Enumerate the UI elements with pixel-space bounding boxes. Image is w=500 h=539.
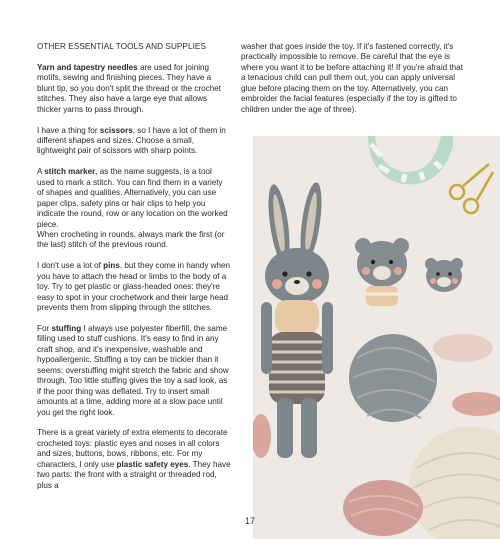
- paragraph-continued: washer that goes inside the toy. If it's fastened correctly, it's practically impossible to remove. Be careful that the eye is where you want it to be before attaching it! If you're afraid that a tenacious child can pull them out, you can apply universal glue before placing them on the toy. Alternatively, you can embroider the facial features (especially if the toy is gifted to children under the age of three).: [241, 42, 463, 114]
- term-pins: pins: [103, 261, 120, 271]
- paragraph-pins: I don't use a lot of pins, but they come in handy when you have to attach the head or limbs to the body of a toy. Try to get plastic or glass-headed ones: they're easy to spot in your crochetwork and their large head prevents them from slipping through the stitches.: [37, 261, 231, 313]
- term-stitch-marker: stitch marker: [44, 167, 96, 177]
- paragraph-stitch-marker: A stitch marker, as the name suggests, is a tool used to mark a stitch. You can find them in a variety of shapes and qualities. Alternatively, you can use paper clips, safety pins or hair clips to help you indicate the round, row or any location on the worked piece. When crocheting in rounds, always mark the first (or the last) stitch of the previous round.: [37, 167, 228, 250]
- paragraph-stuffing: For stuffing I always use polyester fiberfill, the same filling used to stuff cushions. It's easy to find in any craft shop, and it's inexpensive, washable and hypoallergenic. Stuffing a toy can be trickier than it seems: overstuffing might stretch the fabric and show through. Too little stuffing gives the toy a sad look, as if the poor thing was deflated. Try to insert small amounts at a time, adding more at a slow pace until you get the right look.: [37, 323, 229, 417]
- paragraph-needles: Yarn and tapestry needles are used for joining motifs, sewing and finishing pieces. They have a blunt tip, so you don't split the thread or the crochet stitches. They also have a large eye that allows thicker yarns to pass through.: [37, 62, 222, 114]
- term-safety-eyes: plastic safety eyes: [116, 459, 189, 469]
- term-scissors: scissors: [99, 125, 133, 135]
- amigurumi-photo: [253, 136, 500, 539]
- paragraph-scissors: I have a thing for scissors, so I have a lot of them in different shapes and sizes. Choose a small, lightweight pair of scissors with sharp points.: [37, 125, 226, 156]
- term-needles: Yarn and tapestry needles: [37, 62, 138, 72]
- page-number: 17: [244, 516, 255, 526]
- paragraph-safety-eyes: There is a great variety of extra elements to decorate crocheted toys: plastic eyes and noses in all colors and sizes, buttons, bows, ribbons, etc. For my characters, I only use plastic safety eyes. They have two parts: the front with a straight or threaded rod, plus a: [37, 428, 231, 490]
- amigurumi-illustration: [253, 136, 500, 539]
- term-stuffing: stuffing: [51, 323, 82, 333]
- right-column: [241, 42, 465, 126]
- left-column: [37, 42, 231, 502]
- grey-yarn-ball: [349, 334, 437, 422]
- section-heading: OTHER ESSENTIAL TOOLS AND SUPPLIES: [37, 42, 206, 51]
